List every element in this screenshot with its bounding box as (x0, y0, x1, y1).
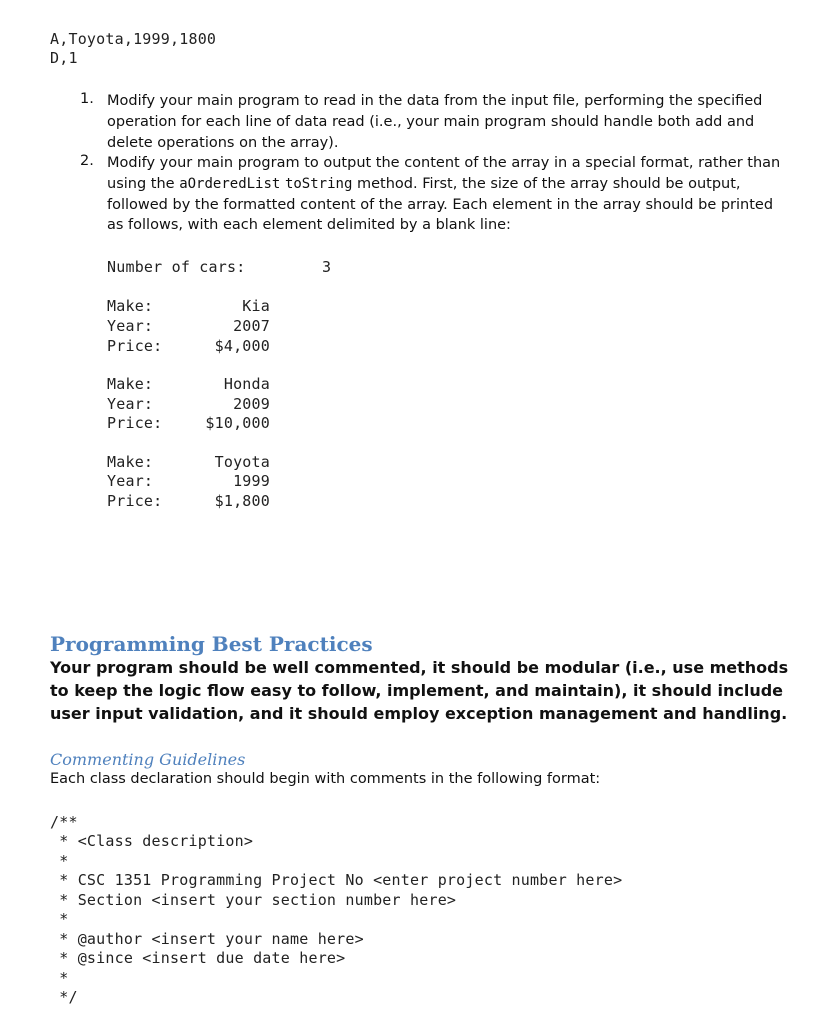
car-2-year-label: Year: (107, 395, 154, 413)
car-3-make-label: Make: (107, 453, 154, 471)
step-2-code-list: aOrderedList (179, 175, 281, 192)
car-2-make: Honda (223, 375, 270, 393)
car-count-value: 3 (322, 258, 332, 276)
car-1-make-label: Make: (107, 297, 154, 315)
car-2-year: 2009 (233, 395, 270, 413)
step-2-text (107, 153, 787, 236)
car-count-label: Number of cars: (107, 258, 246, 276)
code-line-6: * (50, 910, 69, 928)
step-2-code-tostring: toString (284, 175, 353, 192)
step-2-text-after: method. First, the size of the array should be output, followed by the formatted content of the array. Each element in the array should be printed as follows, with each element delimited by a blank line: (107, 175, 774, 234)
code-line-2: * <Class description> (50, 832, 254, 850)
code-line-1: /** (50, 813, 78, 831)
code-line-10: */ (50, 988, 78, 1006)
step-2-number: 2. (80, 153, 94, 169)
step-1-number: 1. (80, 91, 94, 107)
car-2-make-label: Make: (107, 375, 154, 393)
car-3-make: Toyota (214, 453, 270, 471)
code-line-8: * @since <insert due date here> (50, 949, 346, 967)
car-3-year-label: Year: (107, 472, 154, 490)
input-line-2: D,1 (50, 49, 78, 67)
car-3-year: 1999 (233, 472, 270, 490)
code-line-9: * (50, 969, 69, 987)
commenting-text: Each class declaration should begin with comments in the following format: (50, 771, 601, 787)
code-line-3: * (50, 852, 69, 870)
best-practices-text: Your program should be well commented, it should be modular (i.e., use methods to keep the logic flow easy to follow, implement, and maintain), it should include user input validation, and it should employ exception management and handling. (50, 658, 789, 723)
car-1-year-label: Year: (107, 317, 154, 335)
code-line-4: * CSC 1351 Programming Project No <enter project number here> (50, 871, 623, 889)
input-line-1: A,Toyota,1999,1800 (50, 30, 217, 48)
best-practices-heading: Programming Best Practices (50, 632, 373, 656)
code-line-7: * @author <insert your name here> (50, 930, 364, 948)
car-3-price-label: Price: (107, 492, 163, 510)
car-1-make: Kia (242, 297, 270, 315)
car-1-year: 2007 (233, 317, 270, 335)
car-1-price-label: Price: (107, 337, 163, 355)
car-2-price: $10,000 (205, 414, 270, 432)
step-2-text-before: Modify your main program to output the content of the array in a special format, rather than using the (107, 155, 781, 192)
car-3-price: $1,800 (214, 492, 270, 510)
car-1-price: $4,000 (214, 337, 270, 355)
step-1-text: Modify your main program to read in the data from the input file, performing the specified operation for each line of data read (i.e., your main program should handle both add and delete operations on the array). (107, 93, 763, 151)
code-line-5: * Section <insert your section number here> (50, 891, 457, 909)
commenting-heading: Commenting Guidelines (50, 750, 246, 769)
car-2-price-label: Price: (107, 414, 163, 432)
